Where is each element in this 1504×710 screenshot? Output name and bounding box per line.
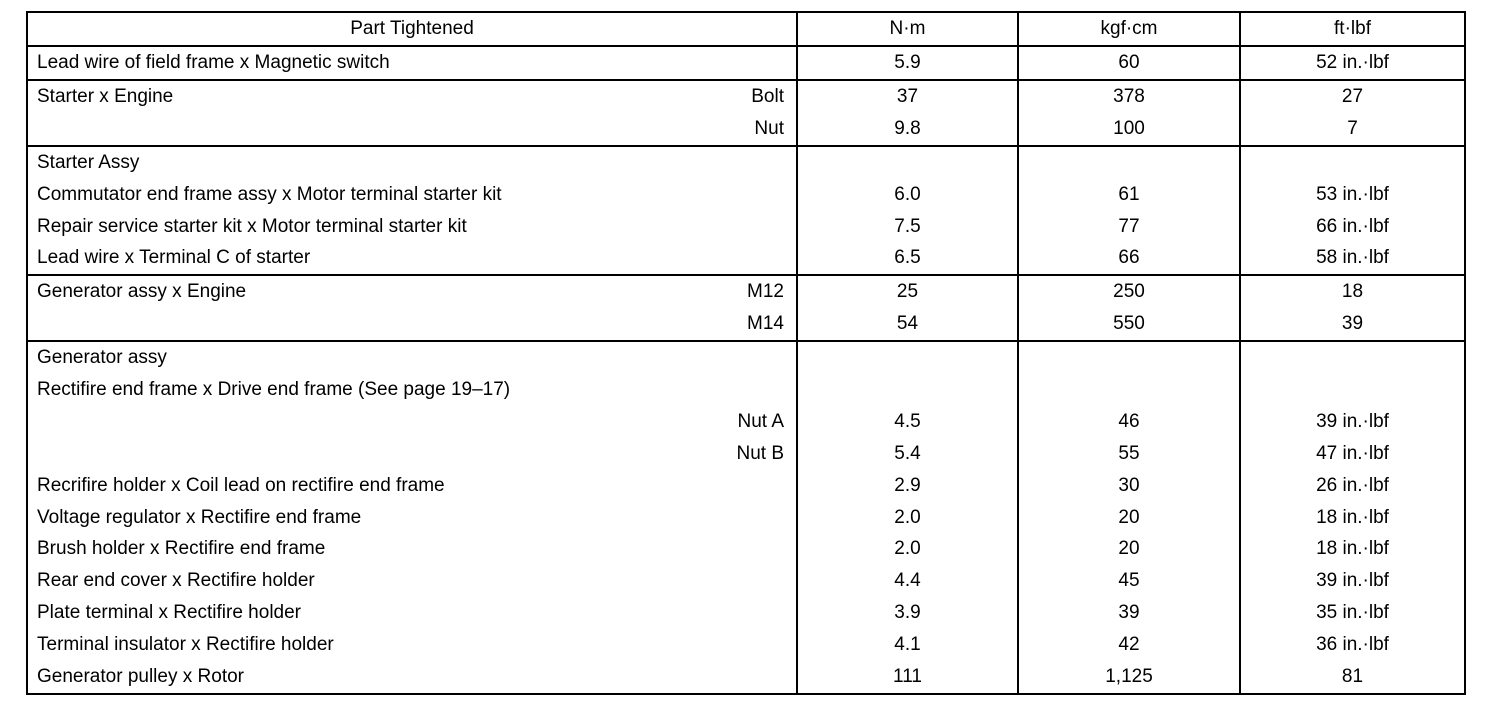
header-part-tightened: Part Tightened (27, 12, 797, 46)
value-kgf-cm: 77 (1018, 211, 1240, 243)
value-kgf-cm (1018, 374, 1240, 406)
part-line (37, 411, 786, 433)
value-nm: 4.5 (797, 406, 1018, 438)
part-name: Starter Assy (37, 151, 140, 173)
value-kgf-cm: 42 (1018, 629, 1240, 661)
value-nm: 4.1 (797, 629, 1018, 661)
value-nm: 111 (797, 661, 1018, 694)
part-cell (27, 179, 797, 211)
part-cell (27, 113, 797, 146)
part-name: Generator assy x Engine (37, 281, 247, 303)
value-kgf-cm: 30 (1018, 470, 1240, 502)
value-ft-lbf: 7 (1240, 113, 1465, 146)
part-line (37, 443, 786, 465)
table-row (27, 46, 1465, 80)
part-line (37, 52, 786, 74)
value-nm: 5.9 (797, 46, 1018, 80)
value-ft-lbf: 18 in.·lbf (1240, 534, 1465, 566)
value-ft-lbf: 26 in.·lbf (1240, 470, 1465, 502)
part-cell (27, 374, 797, 406)
value-nm: 6.0 (797, 179, 1018, 211)
part-line (37, 118, 786, 140)
table-header (27, 12, 1465, 46)
value-kgf-cm: 20 (1018, 502, 1240, 534)
table-group (27, 275, 1465, 341)
table-row (27, 438, 1465, 470)
table-row (27, 80, 1465, 113)
part-name: Recrifire holder x Coil lead on rectifire end frame (37, 474, 445, 496)
value-ft-lbf: 18 in.·lbf (1240, 502, 1465, 534)
table-row (27, 113, 1465, 146)
part-cell (27, 438, 797, 470)
value-ft-lbf: 18 (1240, 275, 1465, 308)
part-line (37, 666, 786, 688)
part-name: Lead wire of field frame x Magnetic switch (37, 51, 390, 73)
value-nm: 7.5 (797, 211, 1018, 243)
table-group (27, 80, 1465, 146)
value-kgf-cm: 61 (1018, 179, 1240, 211)
torque-spec-table (26, 11, 1466, 695)
value-nm (797, 374, 1018, 406)
part-cell (27, 406, 797, 438)
value-ft-lbf: 27 (1240, 80, 1465, 113)
value-ft-lbf: 52 in.·lbf (1240, 46, 1465, 80)
part-line (37, 281, 786, 303)
value-nm: 2.0 (797, 502, 1018, 534)
part-name: Repair service starter kit x Motor terminal starter kit (37, 215, 467, 237)
table-row (27, 565, 1465, 597)
part-name: Generator pulley x Rotor (37, 665, 244, 687)
part-cell (27, 470, 797, 502)
table-row (27, 211, 1465, 243)
part-fastener-tag: Nut B (736, 442, 784, 464)
table-group (27, 146, 1465, 276)
part-name: Commutator end frame assy x Motor terminal starter kit (37, 183, 502, 205)
table-group (27, 46, 1465, 80)
value-ft-lbf: 58 in.·lbf (1240, 242, 1465, 275)
value-ft-lbf: 39 in.·lbf (1240, 406, 1465, 438)
value-ft-lbf: 47 in.·lbf (1240, 438, 1465, 470)
part-name: Plate terminal x Rectifire holder (37, 602, 301, 624)
part-cell (27, 597, 797, 629)
part-line (37, 570, 786, 592)
value-ft-lbf: 35 in.·lbf (1240, 597, 1465, 629)
part-cell (27, 502, 797, 534)
value-kgf-cm: 550 (1018, 308, 1240, 341)
value-ft-lbf: 66 in.·lbf (1240, 211, 1465, 243)
part-cell (27, 211, 797, 243)
part-fastener-tag: Nut (754, 117, 784, 139)
value-kgf-cm: 20 (1018, 534, 1240, 566)
value-kgf-cm (1018, 341, 1240, 374)
value-kgf-cm (1018, 146, 1240, 179)
part-line (37, 475, 786, 497)
value-nm (797, 146, 1018, 179)
part-name: Generator assy (37, 347, 167, 369)
part-line (37, 347, 786, 369)
value-kgf-cm: 66 (1018, 242, 1240, 275)
part-cell (27, 629, 797, 661)
part-cell (27, 146, 797, 179)
value-kgf-cm: 1,125 (1018, 661, 1240, 694)
part-fastener-tag: M14 (747, 313, 784, 335)
value-ft-lbf: 53 in.·lbf (1240, 179, 1465, 211)
value-kgf-cm: 378 (1018, 80, 1240, 113)
table-row (27, 502, 1465, 534)
part-name: Rectifire end frame x Drive end frame (See page 19–17) (37, 379, 511, 401)
value-nm: 3.9 (797, 597, 1018, 629)
value-nm: 2.9 (797, 470, 1018, 502)
header-nm: N·m (797, 12, 1018, 46)
part-cell (27, 341, 797, 374)
part-line (37, 507, 786, 529)
part-cell (27, 242, 797, 275)
value-ft-lbf: 39 (1240, 308, 1465, 341)
value-kgf-cm: 46 (1018, 406, 1240, 438)
part-name: Rear end cover x Rectifire holder (37, 570, 315, 592)
header-kgf-cm: kgf·cm (1018, 12, 1240, 46)
table-row (27, 179, 1465, 211)
part-line (37, 216, 786, 238)
part-line (37, 538, 786, 560)
table-row (27, 661, 1465, 694)
part-name: Lead wire x Terminal C of starter (37, 247, 311, 269)
part-cell (27, 534, 797, 566)
value-ft-lbf: 36 in.·lbf (1240, 629, 1465, 661)
value-ft-lbf: 39 in.·lbf (1240, 565, 1465, 597)
value-kgf-cm: 45 (1018, 565, 1240, 597)
header-ft-lbf: ft·lbf (1240, 12, 1465, 46)
header-row (27, 12, 1465, 46)
table-row (27, 341, 1465, 374)
part-fastener-tag: Bolt (751, 85, 784, 107)
value-ft-lbf (1240, 341, 1465, 374)
part-line (37, 379, 786, 401)
table-row (27, 275, 1465, 308)
value-nm: 54 (797, 308, 1018, 341)
value-kgf-cm: 39 (1018, 597, 1240, 629)
part-cell (27, 80, 797, 113)
value-nm: 5.4 (797, 438, 1018, 470)
table-row (27, 146, 1465, 179)
part-fastener-tag: Nut A (737, 411, 784, 432)
part-line (37, 602, 786, 624)
value-kgf-cm: 55 (1018, 438, 1240, 470)
part-cell (27, 46, 797, 80)
value-nm: 9.8 (797, 113, 1018, 146)
part-line (37, 152, 786, 174)
table-row (27, 470, 1465, 502)
value-kgf-cm: 250 (1018, 275, 1240, 308)
value-ft-lbf (1240, 146, 1465, 179)
part-name: Voltage regulator x Rectifire end frame (37, 506, 362, 528)
part-fastener-tag: M12 (747, 281, 784, 303)
part-line (37, 184, 786, 206)
value-kgf-cm: 60 (1018, 46, 1240, 80)
part-line (37, 86, 786, 108)
part-line (37, 313, 786, 335)
table-row (27, 308, 1465, 341)
part-cell (27, 661, 797, 694)
value-ft-lbf: 81 (1240, 661, 1465, 694)
table-row (27, 242, 1465, 275)
value-nm: 37 (797, 80, 1018, 113)
part-cell (27, 275, 797, 308)
table-row (27, 374, 1465, 406)
part-line (37, 634, 786, 656)
value-nm: 4.4 (797, 565, 1018, 597)
part-cell (27, 565, 797, 597)
table-row (27, 629, 1465, 661)
part-name: Starter x Engine (37, 85, 174, 107)
part-line (37, 247, 786, 269)
part-name: Terminal insulator x Rectifire holder (37, 634, 334, 656)
table-group (27, 341, 1465, 694)
value-kgf-cm: 100 (1018, 113, 1240, 146)
value-nm (797, 341, 1018, 374)
value-ft-lbf (1240, 374, 1465, 406)
part-name: Brush holder x Rectifire end frame (37, 538, 326, 560)
value-nm: 6.5 (797, 242, 1018, 275)
table-row (27, 534, 1465, 566)
part-cell (27, 308, 797, 341)
value-nm: 25 (797, 275, 1018, 308)
value-nm: 2.0 (797, 534, 1018, 566)
table-row (27, 406, 1465, 438)
table-row (27, 597, 1465, 629)
